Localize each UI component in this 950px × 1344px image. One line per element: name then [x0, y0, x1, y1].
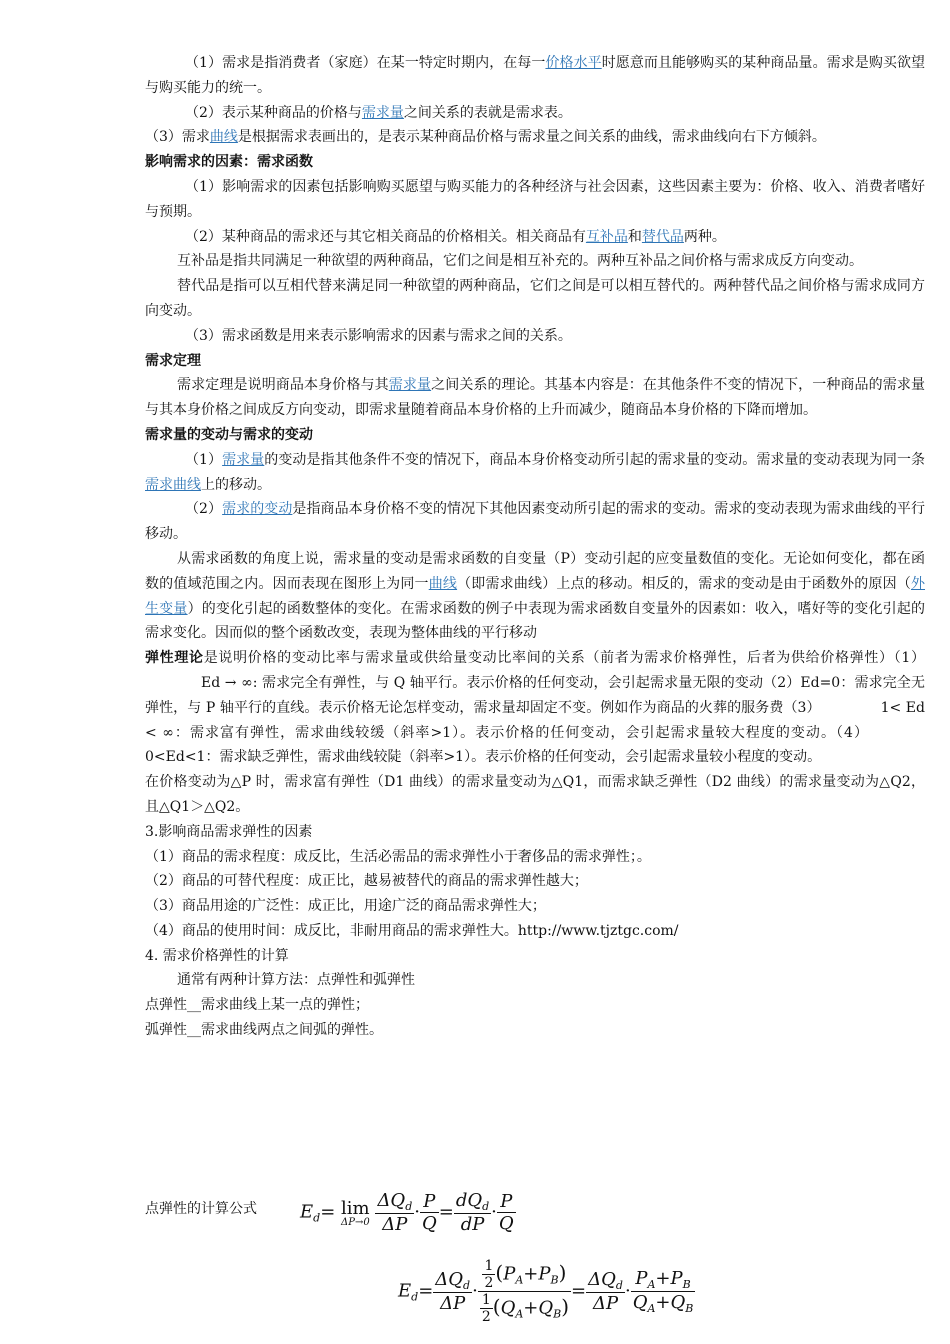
paragraph: （1）需求量的变动是指其他条件不变的情况下，商品本身价格变动所引起的需求量的变动。需求量的变动表现为同一条需求曲线上的移动。 [145, 451, 926, 493]
paragraph: （2）表示某种商品的价格与需求量之间关系的表就是需求表。 [185, 104, 572, 121]
list-item: （3）商品用途的广泛性：成正比，用途广泛的商品需求弹性大； [145, 898, 546, 915]
paragraph: 从需求函数的角度上说，需求量的变动是需求函数的自变量（P）变动引起的应变量数值的变化。无论如何变化，都在函数的值域范围之内。因而表现在图形上为同一曲线（即需求曲线）上点的移动。相反的，需求的变动是由于函数外的原因（外生变量）的变化引起的函数整体的变化。在需求函数的例子中表现为需求函数自变量外的因素如：收入，嗜好等的变化引起的需求变化。因而似的整个函数改变，表现为整体曲线的平行移动 [145, 550, 926, 642]
paragraph: 互补品是指共同满足一种欲望的两种商品，它们之间是相互补充的。两种互补品之间价格与需求成反方向变动。 [177, 253, 863, 270]
link-complements[interactable]: 互补品 [585, 228, 628, 245]
section-heading: 需求量的变动与需求的变动 [145, 426, 313, 443]
arc-elasticity-formula: $E_d=$ $\frac{\Delta Q_d}{\Delta P}$ · $\frac{1}{2}$ $(P_A+P_B)$ $\frac{1}{2}$ $(Q_A+Q_B)$ = $\frac{\Delta Q_d}{\Delta P}$ · $\frac{P_A+P_B}{Q_A+Q_B}$ [398, 1258, 694, 1325]
paragraph: （1）需求是指消费者（家庭）在某一特定时期内，在每一价格水平时愿意而且能够购买的某种商品量。需求是购买欲望与购买能力的统一。 [145, 55, 926, 96]
link-substitutes[interactable]: 替代品 [641, 228, 684, 245]
bold-term: 弹性理论 [145, 650, 204, 667]
link-quantity-demanded[interactable]: 需求量 [361, 104, 404, 121]
paragraph: （2）某种商品的需求还与其它相关商品的价格相关。相关商品有互补品和替代品两种。 [185, 228, 726, 245]
list-item: （2）商品的可替代程度：成正比，越易被替代的商品的需求弹性越大； [145, 873, 588, 890]
paragraph: （1）影响需求的因素包括影响购买愿望与购买能力的各种经济与社会因素，这些因素主要为：价格、收入、消费者嗜好与预期。 [145, 178, 925, 220]
list-item: （4）商品的使用时间：成反比，非耐用商品的需求弹性大。http://www.tjztgc.com/ [145, 922, 679, 939]
paragraph: 4. 需求价格弹性的计算 [145, 947, 289, 964]
paragraph: 需求定理是说明商品本身价格与其需求量之间关系的理论。其基本内容是：在其他条件不变的情况下，一种商品的需求量与其本身价格之间成反方向变动，即需求量随着商品本身价格的上升而减少，随商品本身价格的下降而增加。 [145, 377, 926, 419]
paragraph: 在价格变动为△P 时，需求富有弹性（D1 曲线）的需求量变动为△Q1，而需求缺乏弹性（D2 曲线）的需求量变动为△Q2，且△Q1＞△Q2。 [145, 774, 925, 815]
paragraph: 通常有两种计算方法：点弹性和弧弹性 [177, 972, 415, 989]
link-exogenous-variable[interactable]: 外生变量 [145, 575, 926, 617]
link-demand-curve[interactable]: 需求曲线 [145, 476, 201, 493]
link-price-level[interactable]: 价格水平 [545, 55, 602, 71]
list-item: （1）商品的需求程度：成反比，生活必需品的需求弹性小于奢侈品的需求弹性；。 [145, 848, 651, 865]
link-quantity-demanded[interactable]: 需求量 [388, 377, 432, 394]
section-heading: 需求定理 [145, 352, 201, 369]
link-quantity-demanded[interactable]: 需求量 [222, 451, 265, 468]
paragraph: （3）需求函数是用来表示影响需求的因素与需求之间的关系。 [185, 327, 572, 344]
link-curve[interactable]: 曲线 [209, 129, 238, 146]
paragraph: 点弹性__需求曲线上某一点的弹性； [145, 997, 369, 1014]
paragraph: 弧弹性__需求曲线两点之间弧的弹性。 [145, 1022, 383, 1039]
paragraph: 弹性理论是说明价格的变动比率与需求量或供给量变动比率间的关系（前者为需求价格弹性，后者为供给价格弹性）（1）Ed → ∞: 需求完全有弹性，与 Q 轴平行。表示价格的任何变动，会引起需求量无限的变动（2）Ed=0：需求完全无弹性，与 P 轴平行的直线。表示价格无论怎样变动，需求量却固定不变。例如作为商品的火葬的服务费（3） 1< Ed < ∞：需求富有弹性，需求曲线较缓（斜率>1）。表示价格的任何变动，会引起需求量较大程度的变动。（4）0<Ed<1：需求缺乏弹性，需求曲线较陡（斜率>1）。表示价格的任何变动，会引起需求量较小程度的变动。 [145, 650, 926, 766]
link-change-in-demand[interactable]: 需求的变动 [222, 501, 293, 518]
formula-label: 点弹性的计算公式 [145, 1201, 257, 1217]
paragraph: （3）需求曲线是根据需求表画出的，是表示某种商品价格与需求量之间关系的曲线，需求曲线向右下方倾斜。 [145, 129, 826, 146]
point-elasticity-formula: $E_d= \lim$ ΔP→0 $\frac{\Delta Q_d}{\Delta P}$ · $\frac{P}{Q}$ = $\frac{dQ_d}{dP}$ · $\frac{P}{Q}$ [300, 1190, 514, 1235]
link-curve[interactable]: 曲线 [428, 575, 458, 592]
paragraph: 替代品是指可以互相代替来满足同一种欲望的两种商品，它们之间是可以相互替代的。两种替代品之间价格与需求成同方向变动。 [145, 278, 925, 319]
paragraph: （2）需求的变动是指商品本身价格不变的情况下其他因素变动所引起的需求的变动。需求的变动表现为需求曲线的平行移动。 [145, 501, 925, 543]
document-body [145, 51, 925, 1043]
paragraph: 3.影响商品需求弹性的因素 [145, 823, 313, 840]
section-heading: 影响需求的因素：需求函数 [145, 154, 313, 171]
